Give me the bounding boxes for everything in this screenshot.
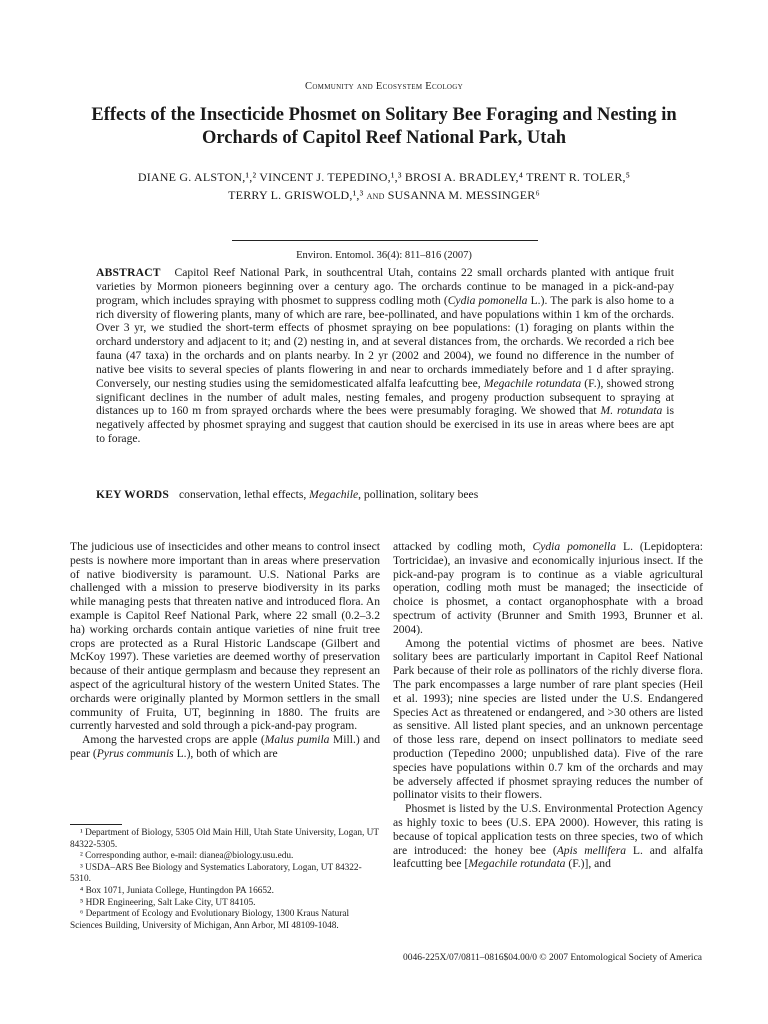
paragraph-text: Among the harvested crops are apple ( bbox=[82, 733, 265, 747]
keywords-text-2: , pollination, solitary bees bbox=[358, 488, 479, 501]
abstract-label: ABSTRACT bbox=[96, 266, 161, 279]
body-paragraph bbox=[393, 802, 703, 871]
footnote: ¹ Department of Biology, 5305 Old Main Hill, Utah State University, Logan, UT 84322-5305. bbox=[70, 828, 379, 850]
abstract-species-2: Megachile rotundata bbox=[483, 376, 582, 390]
footnote-divider bbox=[70, 824, 122, 825]
paragraph-text: Phosmet is listed by the U.S. Environmental Protection Agency as highly toxic to bees (U.S. EPA 2000). However, this rating is because of topical application tests on three species, two of which are introduced: the honey bee ( bbox=[393, 802, 703, 857]
keywords-text-1: conservation, lethal effects, bbox=[179, 488, 310, 501]
author-line-2-part-b: SUSANNA M. MESSINGER⁶ bbox=[387, 188, 540, 202]
abstract-text-2: L.). The park is also home to a rich diversity of flowering plants, many of which are rare, bee-pollinated, and have populations within 1 km of the orchards. Over 3 yr, we studied the short-term effects of phosmet spraying on bee populations: (1) foraging on plants within the orchard understory and adjacent to it; and (2) nesting in, and at several distances from, the orchards. We recorded a rich bee fauna (47 taxa) in the orchards and on plants nearby. In 2 yr (2002 and 2004), we found no difference in the number of native bee visits to several species of plants flowering in and near to orchards immediately before and 1 d after spraying. Conversely, our nesting studies using the semidomesticated alfalfa leafcutting bee, bbox=[96, 293, 674, 390]
author-line-1: DIANE G. ALSTON,¹,² VINCENT J. TEPEDINO,¹,³ BROSI A. BRADLEY,⁴ TRENT R. TOLER,⁵ bbox=[137, 170, 631, 184]
footnote: ⁶ Department of Ecology and Evolutionary Biology, 1300 Kraus Natural Sciences Building, University of Michigan, Ann Arbor, MI 48109-1048. bbox=[70, 909, 350, 931]
paragraph-text: attacked by codling moth, bbox=[393, 540, 533, 553]
author-list bbox=[60, 168, 708, 204]
header-divider bbox=[232, 240, 538, 241]
paragraph-text: L. (Lepidoptera: Tortricidae), an invasive and economically injurious insect. If the pick-and-pay program is to continue as a viable agricultural operation, codling moth must be managed; the insecticide of choice is phosmet, a contact organophosphate with a broad spectrum of activity (Brunner and Smith 1993, Brunner et al. 2004). bbox=[393, 540, 703, 636]
species-name: Apis mellifera bbox=[556, 843, 627, 857]
footnote: ² Corresponding author, e-mail: dianea@biology.usu.edu. bbox=[80, 851, 294, 862]
species-name: Cydia pomonella bbox=[532, 540, 617, 553]
footnotes bbox=[70, 828, 380, 932]
keywords-label: KEY WORDS bbox=[96, 488, 169, 501]
section-heading: Community and Ecosystem Ecology bbox=[305, 81, 463, 92]
paragraph-text: (F.)], and bbox=[565, 857, 611, 871]
paragraph-text: Mill.) and pear ( bbox=[70, 733, 380, 760]
author-and: and bbox=[366, 188, 385, 202]
footnote: ⁴ Box 1071, Juniata College, Huntingdon PA 16652. bbox=[80, 885, 275, 896]
keywords bbox=[96, 488, 674, 501]
body-paragraph: Among the potential victims of phosmet are bees. Native solitary bees are particularly important in Capitol Reef National Park because of their role as pollinators of the richly diverse flora. The park encompasses a large number of rare plant species (Heil et al. 1993); nine species are listed under the U.S. Endangered Species Act as threatened or endangered, and >30 others are listed as sensitive. All listed plant species, and an unknown percentage of those less rare, depend on insect pollinators to mediate seed production (Tepedino 2000; unpublished data). Five of the rare species have populations within 0.7 km of the orchards and may be adversely affected if phosmet spraying reduces the number of pollinator visits to their flowers. bbox=[393, 636, 703, 802]
body-column-left bbox=[70, 540, 380, 761]
species-name: Megachile rotundata bbox=[468, 857, 566, 871]
abstract-text-1: Capitol Reef National Park, in southcentral Utah, contains 22 small orchards planted with antique fruit varieties by Mormon pioneers beginning over a century ago. The orchards continue to be managed in a pick-and-pay program, which includes spraying with phosmet to suppress codling moth ( bbox=[96, 266, 674, 307]
journal-citation: Environ. Entomol. 36(4): 811–816 (2007) bbox=[296, 250, 472, 261]
paragraph-text: L.), both of which are bbox=[173, 746, 278, 760]
abstract-text-3: (F.), showed strong significant declines in the number of adult males, nesting females, and progeny production subsequent to spraying at distances up to 160 m from sprayed orchards where the bees were presumably foraging. We showed that bbox=[96, 376, 674, 418]
abstract-species-3: M. rotundata bbox=[600, 404, 663, 418]
footnote: ⁵ HDR Engineering, Salt Lake City, UT 84105. bbox=[80, 897, 256, 908]
species-name: Malus pumila bbox=[264, 733, 330, 747]
abstract-species-1: Cydia pomonella bbox=[447, 293, 528, 307]
body-paragraph bbox=[393, 540, 703, 637]
copyright-footer: 0046-225X/07/0811–0816$04.00/0 © 2007 Entomological Society of America bbox=[403, 953, 702, 963]
paper-title: Effects of the Insecticide Phosmet on Solitary Bee Foraging and Nesting in Orchards of Capitol Reef National Park, Utah bbox=[91, 105, 677, 148]
footnote: ³ USDA–ARS Bee Biology and Systematics Laboratory, Logan, UT 84322-5310. bbox=[70, 862, 362, 885]
keywords-genus: Megachile bbox=[309, 488, 359, 501]
author-line-2 bbox=[60, 186, 708, 204]
abstract-text-4: is negatively affected by phosmet spraying and suggest that caution should be exercised in its use in areas where bees are apt to forage. bbox=[96, 404, 674, 446]
body-paragraph bbox=[70, 733, 380, 761]
body-column-right bbox=[393, 540, 703, 871]
body-paragraph: The judicious use of insecticides and other means to control insect pests is nowhere more important than in areas where preservation of native biodiversity is paramount. U.S. National Parks are challenged with a mission to preserve biodiversity in its parks while managing pests that threaten native and introduced flora. An example is Capitol Reef National Park, where 22 small (0.2–3.2 ha) working orchards contain antique varieties of nine fruit tree crops are protected as a Rural Historic Landscape (Gilbert and McKoy 1997). These varieties are deemed worthy of preservation because of their antique germplasm and because they represent an aspect of the agricultural history of the western United States. The orchards were originally planted by Mormon settlers in the small community of Fruita, UT, beginning in 1880. The fruits are currently harvested and sold through a pick-and-pay program. bbox=[70, 540, 380, 733]
abstract bbox=[96, 266, 674, 446]
paragraph-text: L. and alfalfa leafcutting bee [ bbox=[393, 843, 703, 871]
species-name: Pyrus communis bbox=[96, 746, 174, 760]
author-line-2-part-a: TERRY L. GRISWOLD,¹,³ bbox=[228, 188, 364, 202]
